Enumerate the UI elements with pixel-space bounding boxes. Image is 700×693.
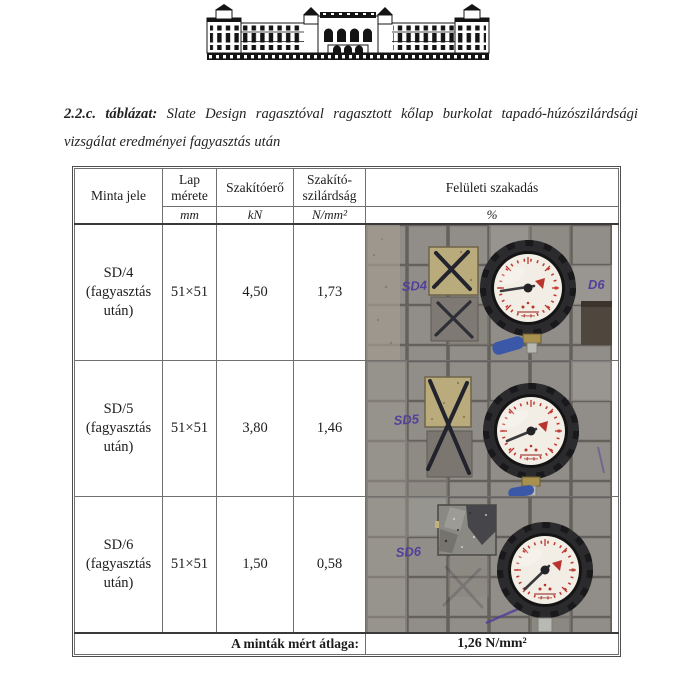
caption-label: 2.2.c. táblázat:	[64, 106, 158, 122]
table-row	[75, 224, 619, 361]
tensile-strength: 1,73	[294, 224, 366, 361]
specimen-photo-sd5	[366, 361, 612, 496]
caption-line-2: vizsgálat eredményei fagyasztás után	[64, 134, 281, 150]
photo-cell	[366, 361, 619, 497]
sample-id: SD/4 (fagyasztás után)	[75, 224, 163, 361]
sample-id: SD/6 (fagyasztás után)	[75, 497, 163, 634]
table-row	[75, 361, 619, 497]
average-value: 1,26 N/mm²	[366, 633, 619, 655]
caption-text: Slate Design ragasztóval ragasztott kőlap burkolat tapadó-húzószilárdsági	[166, 106, 638, 122]
unit-nmm2: N/mm²	[294, 207, 366, 225]
tensile-strength: 0,58	[294, 497, 366, 634]
unit-mm: mm	[163, 207, 217, 225]
pressure-gauge	[497, 522, 593, 618]
sample-marker-label: SD6	[395, 543, 422, 560]
results-table	[74, 168, 619, 655]
tensile-force: 1,50	[217, 497, 294, 634]
header-feluleti-szakadas: Felületi szakadás	[366, 169, 619, 207]
table-row	[75, 497, 619, 634]
sample-marker-label: SD5	[393, 411, 420, 428]
sample-size: 51×51	[163, 497, 217, 634]
pressure-gauge	[483, 383, 579, 479]
header-lap-merete: Lap mérete	[163, 169, 217, 207]
gauge-fitting	[538, 618, 552, 632]
photo-cell	[366, 497, 619, 634]
unit-percent: %	[366, 207, 619, 225]
header-szakitoero: Szakítóerő	[217, 169, 294, 207]
fractured-tile	[435, 505, 496, 555]
sample-id: SD/5 (fagyasztás után)	[75, 361, 163, 497]
adjacent-marker-label: D6	[588, 277, 605, 292]
table-caption	[64, 100, 638, 156]
tensile-force: 3,80	[217, 361, 294, 497]
caption-line-1	[64, 100, 638, 128]
building-drawing-icon	[204, 4, 492, 62]
average-label: A minták mért átlaga:	[75, 633, 366, 655]
sample-size: 51×51	[163, 361, 217, 497]
tensile-strength: 1,46	[294, 361, 366, 497]
specimen-photo-sd4	[366, 225, 612, 360]
sample-size: 51×51	[163, 224, 217, 361]
photo-cell	[366, 224, 619, 361]
results-table-wrapper	[72, 166, 621, 657]
header-szakito-szilardsag: Szakító-szilárdság	[294, 169, 366, 207]
specimen-photo-sd6	[366, 497, 612, 632]
pressure-gauge	[480, 240, 576, 336]
sample-marker-label: SD4	[401, 277, 428, 294]
unit-kn: kN	[217, 207, 294, 225]
header-minta-jele: Minta jele	[75, 169, 163, 225]
university-building-logo	[204, 4, 492, 64]
tensile-force: 4,50	[217, 224, 294, 361]
